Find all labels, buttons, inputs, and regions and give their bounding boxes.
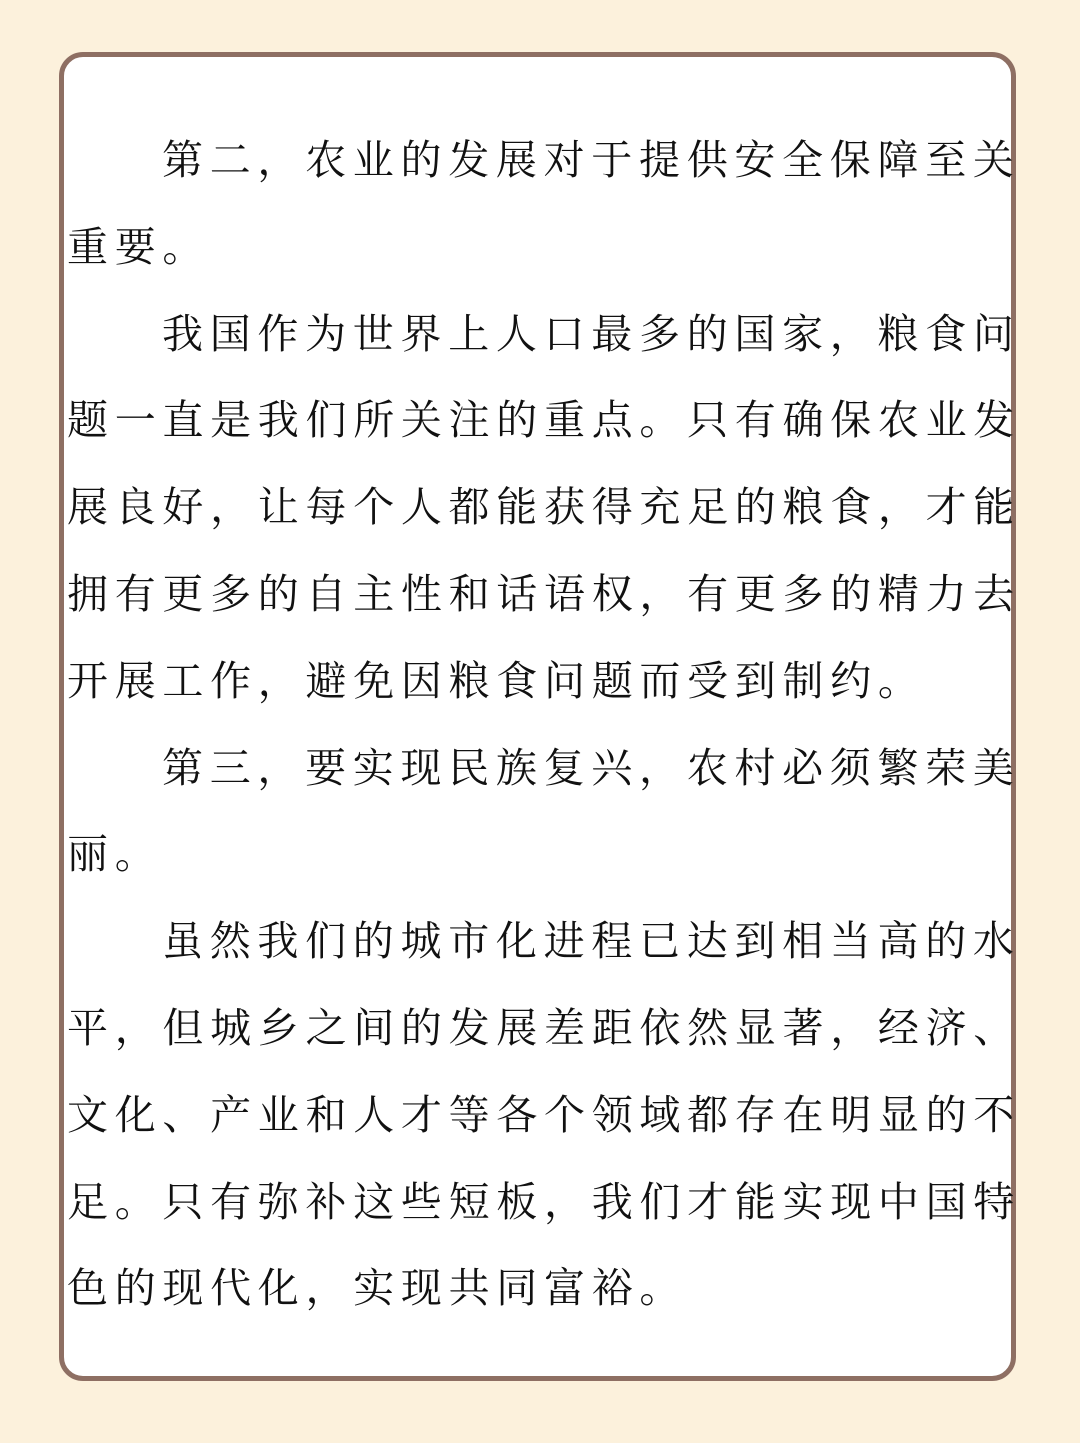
article-body bbox=[67, 117, 1021, 1332]
paragraph-point-two-heading: 第二，农业的发展对于提供安全保障至关重要。 bbox=[67, 136, 1021, 271]
paragraph-point-three-heading: 第三，要实现民族复兴，农村必须繁荣美丽。 bbox=[67, 743, 1021, 879]
paragraph-urban-rural-gap: 虽然我们的城市化进程已达到相当高的水平，但城乡之间的发展差距依然显著，经济、文化、产业和人才等各个领域都存在明显的不足。只有弥补这些短板，我们才能实现中国特色的现代化，实现共同富裕。 bbox=[67, 917, 1021, 1313]
paragraph-food-security: 我国作为世界上人口最多的国家，粮食问题一直是我们所关注的重点。只有确保农业发展良好，让每个人都能获得充足的粮食，才能拥有更多的自主性和话语权，有更多的精力去开展工作，避免因粮食问题而受到制约。 bbox=[67, 309, 1021, 705]
